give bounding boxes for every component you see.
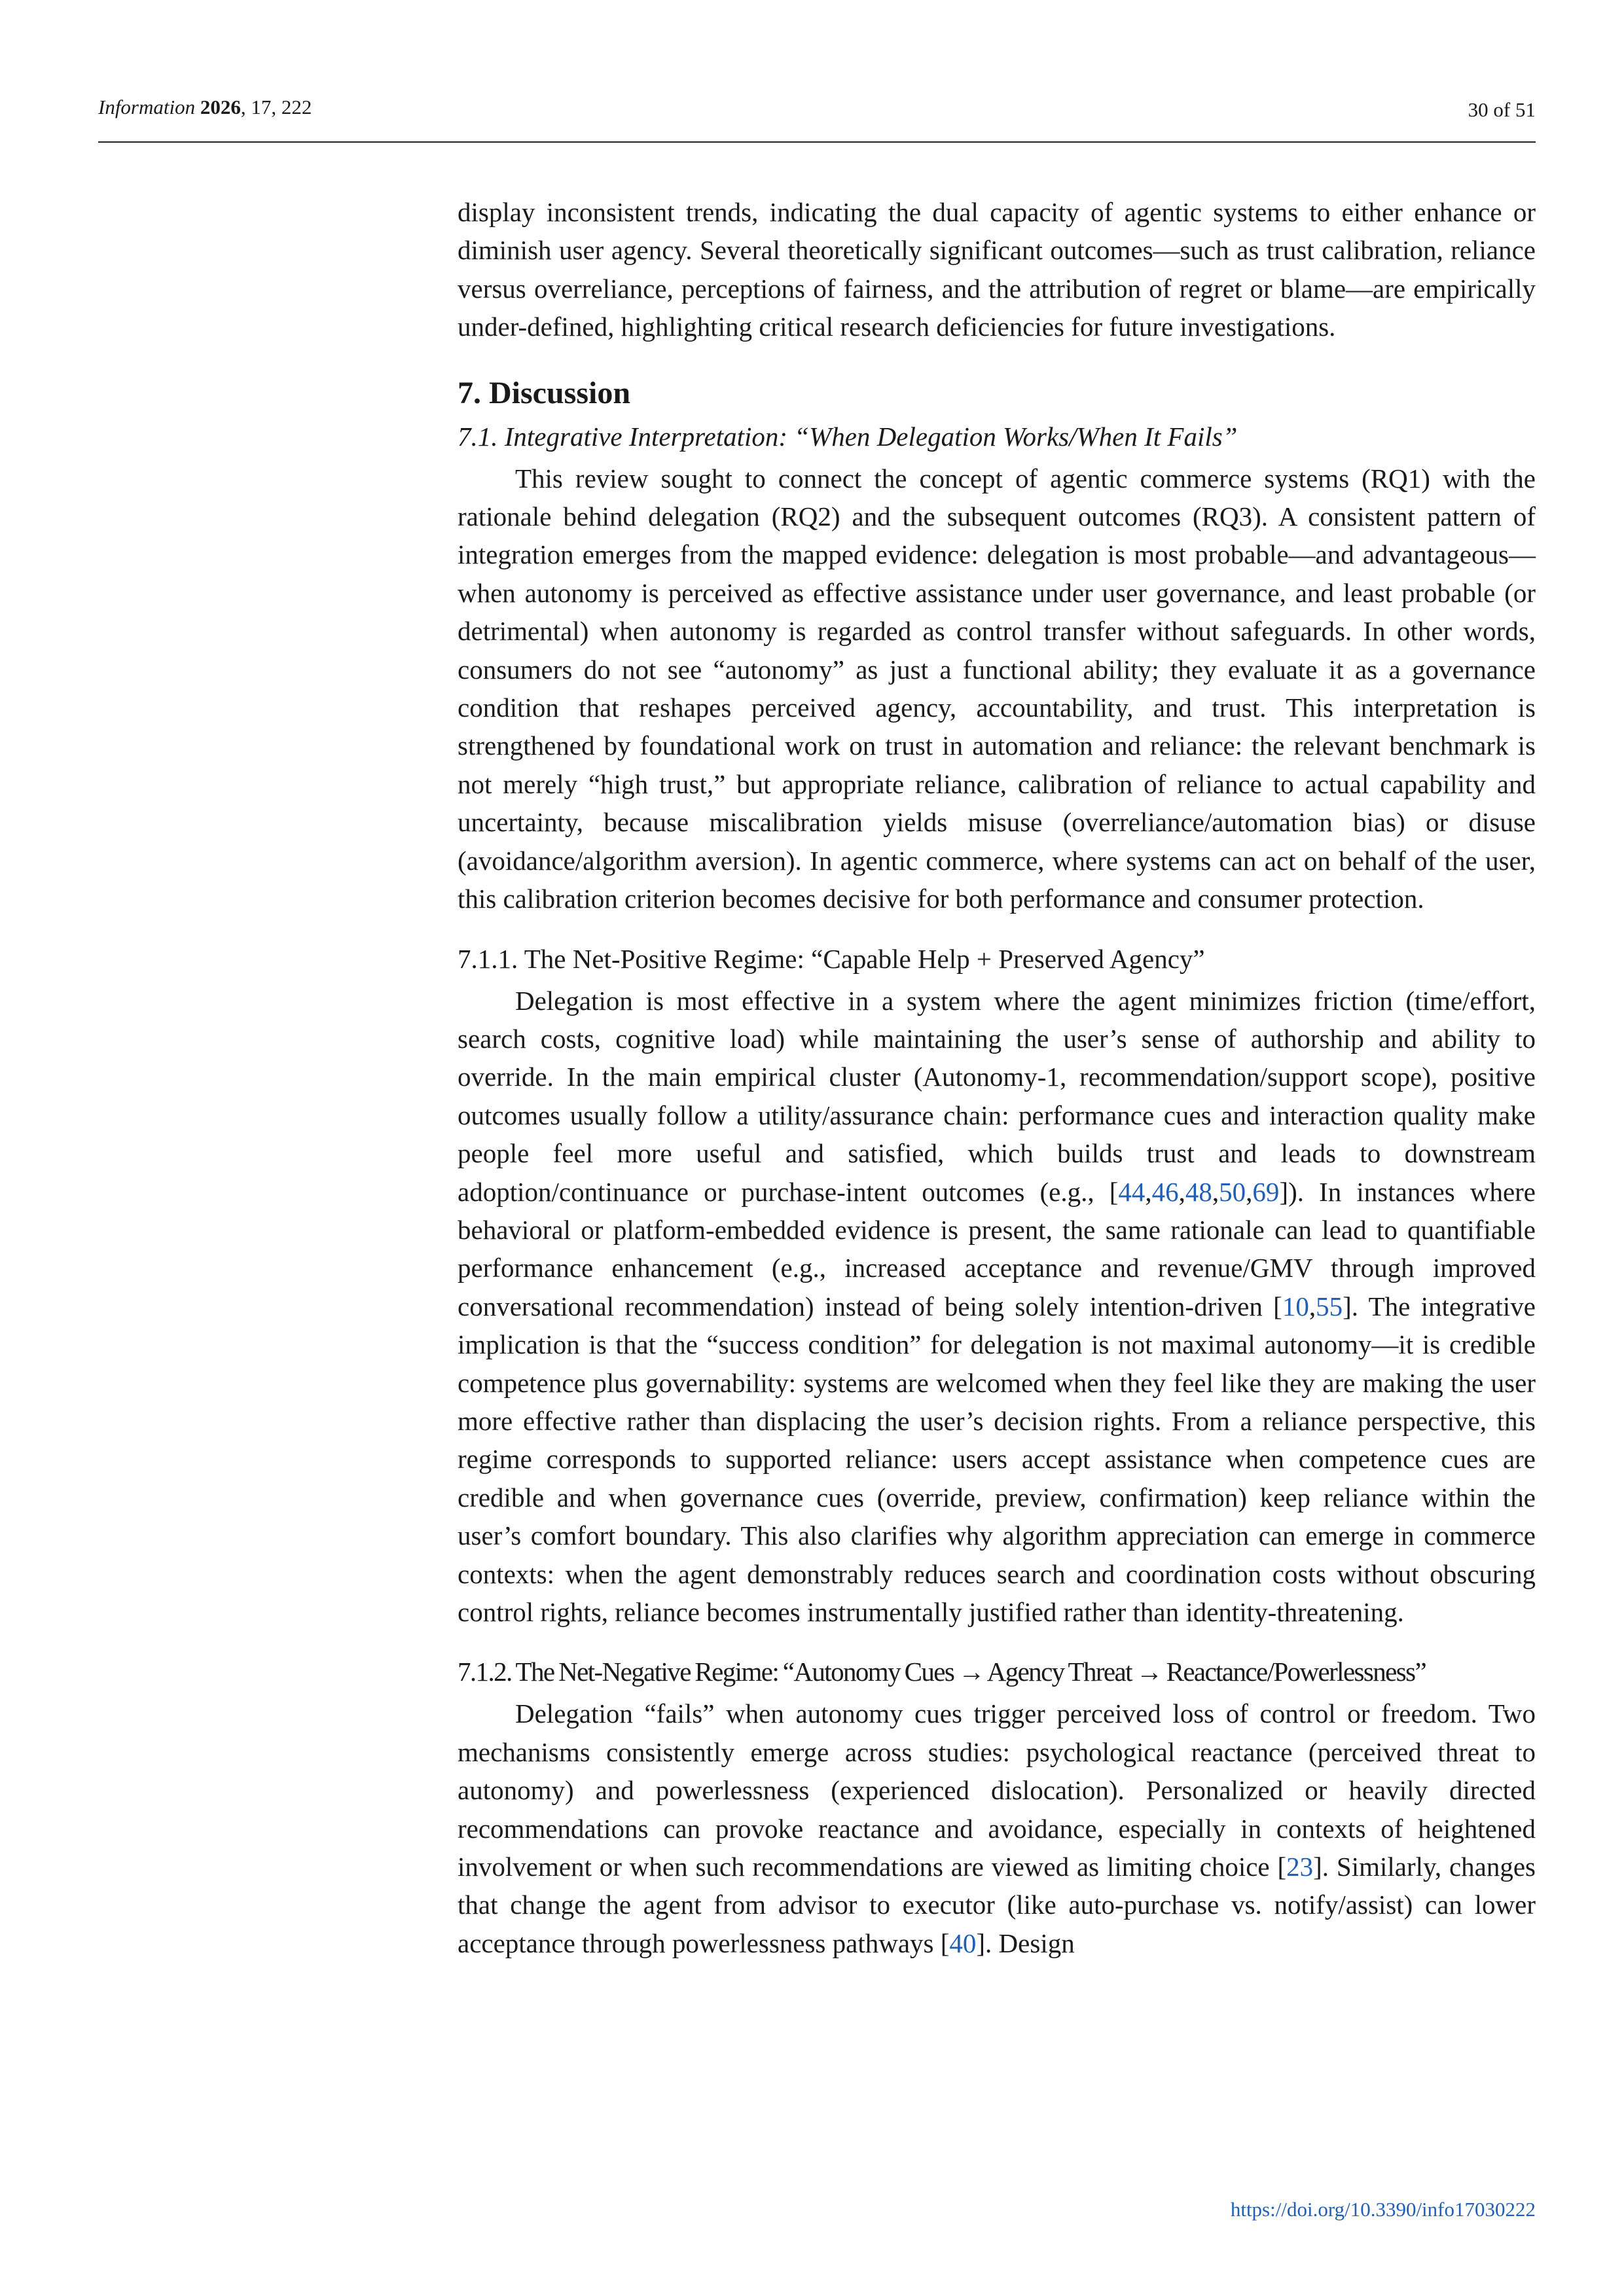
paragraph-net-negative <box>458 1695 1536 1962</box>
text-span: ]). In instances where behavioral or platform-embedded evidence is present, the same rationale can lead to quantifiable performance enhancement (e.g., increased acceptance and revenue/GMV through improved conversational recommendation) instead of being solely intention-driven [ <box>458 1176 1536 1321</box>
journal-citation <box>98 96 312 119</box>
paragraph-net-positive: Delegation is most effective in a system where the agent minimizes friction (time/effort, search costs, cognitive load) while maintaining the user’s sense of authorship and ability to override. In the main empirical cluster (Autonomy-1, recommendation/support scope), positive outcomes usually follow a utility/assurance chain: performance cues and interaction quality make people feel more useful and satisfied, which builds trust and leads to downstream adoption/continuance or purchase-intent outcomes (e.g., [44,46,48,50,69]). In instances where behavioral or platform-embedded evidence is present, the same rationale can lead to quantifiable performance enhancement (e.g., increased acceptance and revenue/GMV through improved conversational recommendation) instead of being solely intention-driven [10,55]. The integrative implication is that the “success condition” for delegation is not maximal autonomy—it is credible competence plus governability: systems are welcomed when they feel like they are making the user more effective rather than displacing the user’s decision rights. From a reliance perspective, this regime corresponds to supported reliance: users accept assistance when competence cues are credible and when governance cues (override, preview, confirmation) keep reliance within the user’s comfort boundary. This also clarifies why algorithm appreciation can emerge in commerce contexts: when the agent demonstrably reduces search and coordination costs without obscuring control rights, reliance becomes instrumentally justified rather than identity-threatening. <box>458 985 1536 1627</box>
text-span: Delegation “fails” when autonomy cues trigger perceived loss of control or freedom. Two mechanisms consistently emerge across studies: psychological reactance (perceived threat to autonomy) and powerlessness (experienced dislocation). Personalized or heavily directed recommendations can provoke reactance and avoidance, especially in contexts of heightened involvement or when such recommendations are viewed as limiting choice [ <box>458 1698 1536 1882</box>
text-span: ]. Similarly, changes that change the agent from advisor to executor (like auto-purchase vs. notify/assist) can lower acceptance through powerlessness pathways [ <box>458 1852 1536 1958</box>
citation-link[interactable]: 44 <box>1118 1176 1146 1207</box>
citation-link[interactable]: 10 <box>1282 1291 1309 1321</box>
subsubsection-heading-7-1-2: 7.1.2. The Net-Negative Regime: “Autonomy Cues → Agency Threat → Reactance/Powerlessness” <box>458 1657 1426 1687</box>
citation-link[interactable]: 69 <box>1252 1176 1280 1207</box>
journal-volume-issue: , 17, 222 <box>240 96 312 118</box>
citation-link[interactable]: 46 <box>1151 1176 1179 1207</box>
journal-year: 2026 <box>200 96 241 118</box>
doi-link[interactable]: https://doi.org/10.3390/info17030222 <box>1230 2198 1536 2221</box>
paragraph-continuation: display inconsistent trends, indicating the dual capacity of agentic systems to either enhance or diminish user agency. Several theoretically significant outcomes—such as trust calibration, reliance versus overreliance, perceptions of fairness, and the attribution of regret or blame—are empirically under-defined, highlighting critical research deficiencies for future investigations. <box>458 197 1536 342</box>
page-number: 30 of 51 <box>1468 98 1536 121</box>
citation-link[interactable]: 40 <box>949 1928 977 1958</box>
citation-link[interactable]: 50 <box>1219 1176 1246 1207</box>
citation-link[interactable]: 55 <box>1316 1291 1343 1321</box>
text-span: ]. The integrative implication is that the “success condition” for delegation is not maximal autonomy—it is credible competence plus governability: systems are welcomed when they feel like they are making the user more effective rather than displacing the user’s decision rights. From a reliance perspective, this regime corresponds to supported reliance: users accept assistance when competence cues are credible and when governance cues (override, preview, confirmation) keep reliance within the user’s comfort boundary. This also clarifies why algorithm appreciation can emerge in commerce contexts: when the agent demonstrably reduces search and coordination costs without obscuring control rights, reliance becomes instrumentally justified rather than identity-threatening. <box>458 1291 1536 1627</box>
subsubsection-heading-7-1-1: 7.1.1. The Net-Positive Regime: “Capable Help + Preserved Agency” <box>458 943 1205 974</box>
subsection-heading-7-1: 7.1. Integrative Interpretation: “When Delegation Works/When It Fails” <box>458 421 1238 452</box>
text-span: Delegation is most effective in a system where the agent minimizes friction (time/effort, search costs, cognitive load) while maintaining the user’s sense of authorship and ability to override. In the main empirical cluster (Autonomy-1, recommendation/support scope), positive outcomes usually follow a utility/assurance chain: performance cues and interaction quality make people feel more useful and satisfied, which builds trust and leads to downstream adoption/continuance or purchase-intent outcomes (e.g., [ <box>458 985 1536 1207</box>
journal-name: Information <box>98 96 196 118</box>
page-footer <box>1231 2198 1536 2221</box>
section-heading-discussion: 7. Discussion <box>458 375 631 410</box>
paragraph-integrative-interpretation: This review sought to connect the concept of agentic commerce systems (RQ1) with the rationale behind delegation (RQ2) and the subsequent outcomes (RQ3). A consistent pattern of integration emerges from the mapped evidence: delegation is most probable—and advantageous—when autonomy is perceived as effective assistance under user governance, and least probable (or detrimental) when autonomy is regarded as control transfer without safeguards. In other words, consumers do not see “autonomy” as just a functional ability; they evaluate it as a governance condition that reshapes perceived agency, accountability, and trust. This interpretation is strengthened by foundational work on trust in automation and reliance: the relevant benchmark is not merely “high trust,” but appropriate reliance, calibration of reliance to actual capability and uncertainty, because miscalibration yields misuse (overreliance/automation bias) or disuse (avoidance/algorithm aversion). In agentic commerce, where systems can act on behalf of the user, this calibration criterion becomes decisive for both performance and consumer protection. <box>458 463 1536 914</box>
text-span: ]. Design <box>976 1928 1075 1958</box>
article-body <box>458 193 1536 1962</box>
citation-link[interactable]: 48 <box>1185 1176 1212 1207</box>
citation-link[interactable]: 23 <box>1286 1852 1314 1882</box>
running-header <box>98 90 1536 143</box>
